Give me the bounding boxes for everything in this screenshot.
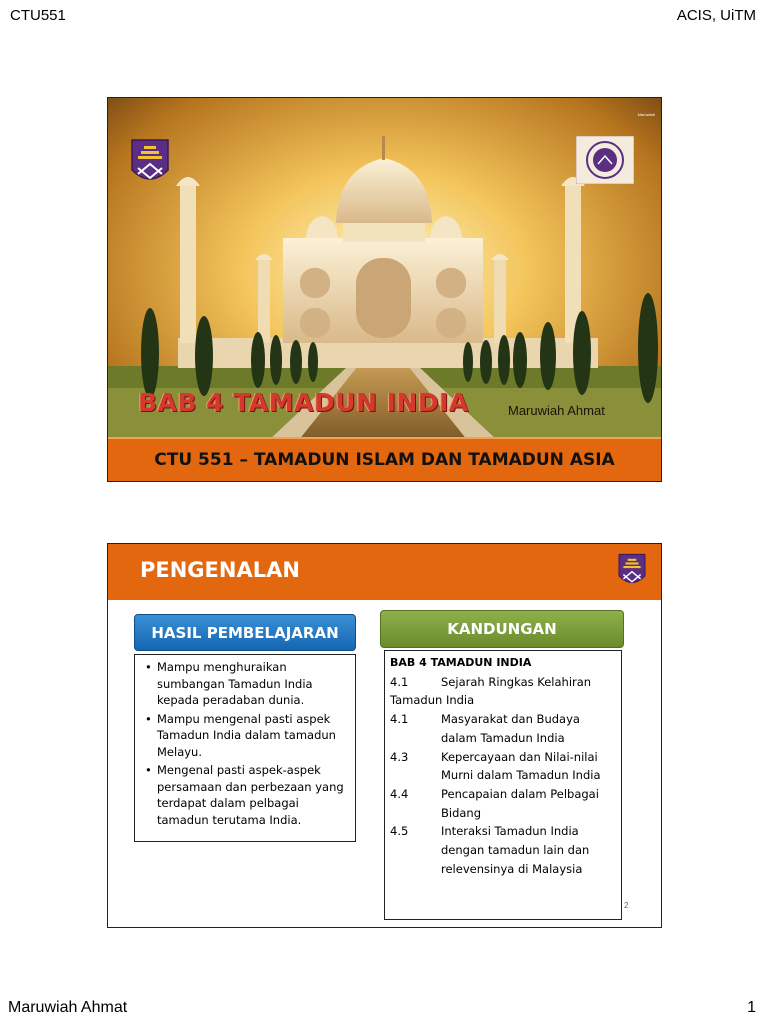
slide-title-bar: [108, 544, 661, 600]
list-item: [390, 822, 617, 878]
item-number: 4.4: [390, 786, 409, 801]
list-item: • Mampu mengenal pasti aspek Tamadun India dalam tamadun Melayu.: [143, 711, 349, 761]
item-number: 4.1: [390, 712, 409, 727]
contents-label: KANDUNGAN: [447, 620, 557, 638]
slide-author: Maruwiah Ahmat: [508, 403, 605, 418]
image-credit: Maruwiah: [637, 112, 655, 117]
page-header-course-code: CTU551: [10, 7, 66, 24]
item-number: 4.1: [390, 674, 409, 689]
list-item: • Mampu menghuraikan sumbangan Tamadun India kepada peradaban dunia.: [143, 659, 349, 709]
acis-seal-icon: [576, 136, 634, 184]
page-number: 1: [747, 999, 756, 1016]
item-number: 4.5: [390, 824, 409, 839]
course-title: CTU 551 – TAMADUN ISLAM DAN TAMADUN ASIA: [154, 450, 615, 470]
list-item: [390, 673, 617, 710]
page-header-institution: ACIS, UiTM: [676, 7, 756, 24]
slide-page-number: 2: [624, 901, 629, 910]
contents-header: [380, 610, 624, 648]
contents-heading: BAB 4 TAMADUN INDIA: [390, 656, 532, 669]
item-text: Masyarakat dan Budaya dalam Tamadun India: [441, 712, 580, 745]
uitm-logo-icon: [130, 138, 170, 188]
learning-outcomes-box: [134, 654, 356, 842]
page-footer-author: Maruwiah Ahmat: [8, 999, 128, 1016]
list-item: • Mengenal pasti aspek-aspek persamaan dan perbezaan yang terdapat dalam pelbagai tamadun terutama India.: [143, 762, 349, 828]
item-text: Pencapaian dalam Pelbagai Bidang: [441, 786, 599, 820]
slide-title: PENGENALAN: [140, 558, 300, 582]
item-text: Sejarah Ringkas Kelahiran Tamadun India: [390, 674, 592, 708]
list-item: [390, 785, 617, 822]
learning-outcomes-label: HASIL PEMBELAJARAN: [151, 623, 339, 642]
contents-box: [384, 650, 622, 920]
uitm-logo-icon: [616, 553, 648, 589]
item-text: Interaksi Tamadun India dengan tamadun lain dan relevensinya di Malaysia: [441, 824, 590, 876]
learning-outcomes-header: [134, 614, 356, 651]
chapter-title: BAB 4 TAMADUN INDIA: [138, 388, 469, 417]
title-slide: [107, 97, 662, 482]
course-title-bar: [108, 437, 661, 481]
list-item: [390, 710, 617, 747]
list-item: [390, 748, 617, 785]
item-text: Kepercayaan dan Nilai-nilai Murni dalam Tamadun India: [441, 749, 601, 783]
item-number: 4.3: [390, 749, 409, 764]
introduction-slide: [107, 543, 662, 928]
